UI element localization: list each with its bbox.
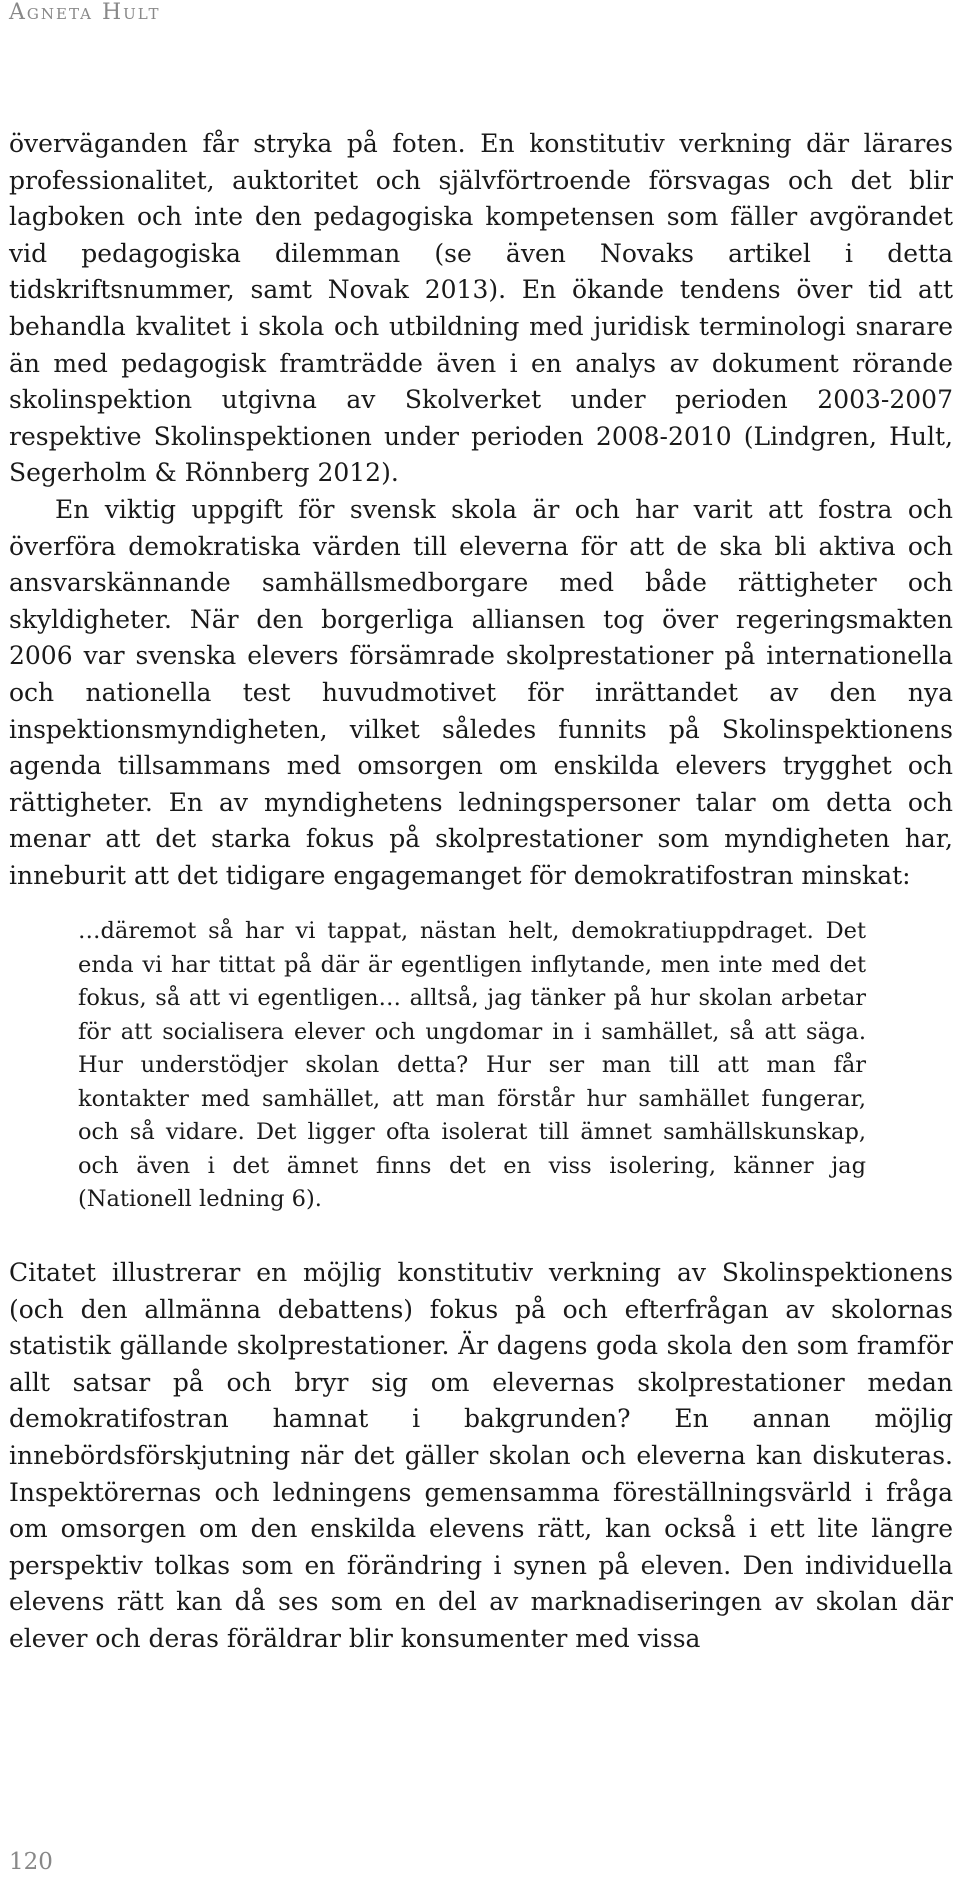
- block-quote: …däremot så har vi tappat, nästan helt, demokratiuppdraget. Det enda vi har tittat på där är egentligen inflytande, men inte med det fokus, så att vi egentligen… alltså, jag tänker på hur skolan arbetar för att socialisera elever och ungdomar in i samhället, så att säga. Hur understödjer skolan detta? Hur ser man till att man får kontakter med samhället, att man förstår hur samhället fungerar, och så vidare. Det ligger ofta isolerat till ämnet samhällskunskap, och även i det ämnet finns det en viss isolering, känner jag (Nationell ledning 6).: [78, 918, 866, 1213]
- article-body: [9, 126, 953, 1658]
- running-head: Agneta Hult: [9, 0, 161, 25]
- paragraph-2: En viktig uppgift för svensk skola är och har varit att fostra och överföra demokratiska värden till eleverna för att de ska bli aktiva och ansvarskännande samhällsmedborgare med både rättigheter och skyldigheter. När den borgerliga alliansen tog över regeringsmakten 2006 var svenska elevers försämrade skolprestationer på internationella och nationella test huvudmotivet för inrättandet av den nya inspektionsmyndigheten, vilket således funnits på Skolinspektionens agenda tillsammans med omsorgen om enskilda elevers trygghet och rättigheter. En av myndighetens ledningspersoner talar om detta och menar att det starka fokus på skolprestationer som myndigheten har, inneburit att det tidigare engagemanget för demokratifostran minskat:: [9, 494, 953, 890]
- paragraph-3: Citatet illustrerar en möjlig konstitutiv verkning av Skolinspektionens (och den allmänna debattens) fokus på och efterfrågan av skolornas statistik gällande skolprestationer. Är dagens goda skola den som framför allt satsar på och bryr sig om elevernas skolprestationer medan demokratifostran hamnat i bakgrunden? En annan möjlig innebördsförskjutning när det gäller skolan och eleverna kan diskuteras. Inspektörernas och ledningens gemensamma föreställningsvärld i fråga om omsorgen om den enskilda elevens rätt, kan också i ett lite längre perspektiv tolkas som en förändring i synen på eleven. Den individuella elevens rätt kan då ses som en del av marknadiseringen av skolan där elever och deras föräldrar blir konsumenter med vissa: [9, 1257, 953, 1653]
- page-number: 120: [9, 1849, 53, 1875]
- paragraph-1: överväganden får stryka på foten. En konstitutiv verkning där lärares professionalitet, auktoritet och självförtroende försvagas och det blir lagboken och inte den pedagogiska kompetensen som fäller avgörandet vid pedagogiska dilemman (se även Novaks artikel i detta tidskriftsnummer, samt Novak 2013). En ökande tendens över tid att behandla kvalitet i skola och utbildning med juridisk terminologi snarare än med pedagogisk framträdde även i en analys av dokument rörande skolinspektion utgivna av Skolverket under perioden 2003-2007 respektive Skolinspektionen under perioden 2008-2010 (Lindgren, Hult, Segerholm & Rönnberg 2012).: [9, 129, 953, 488]
